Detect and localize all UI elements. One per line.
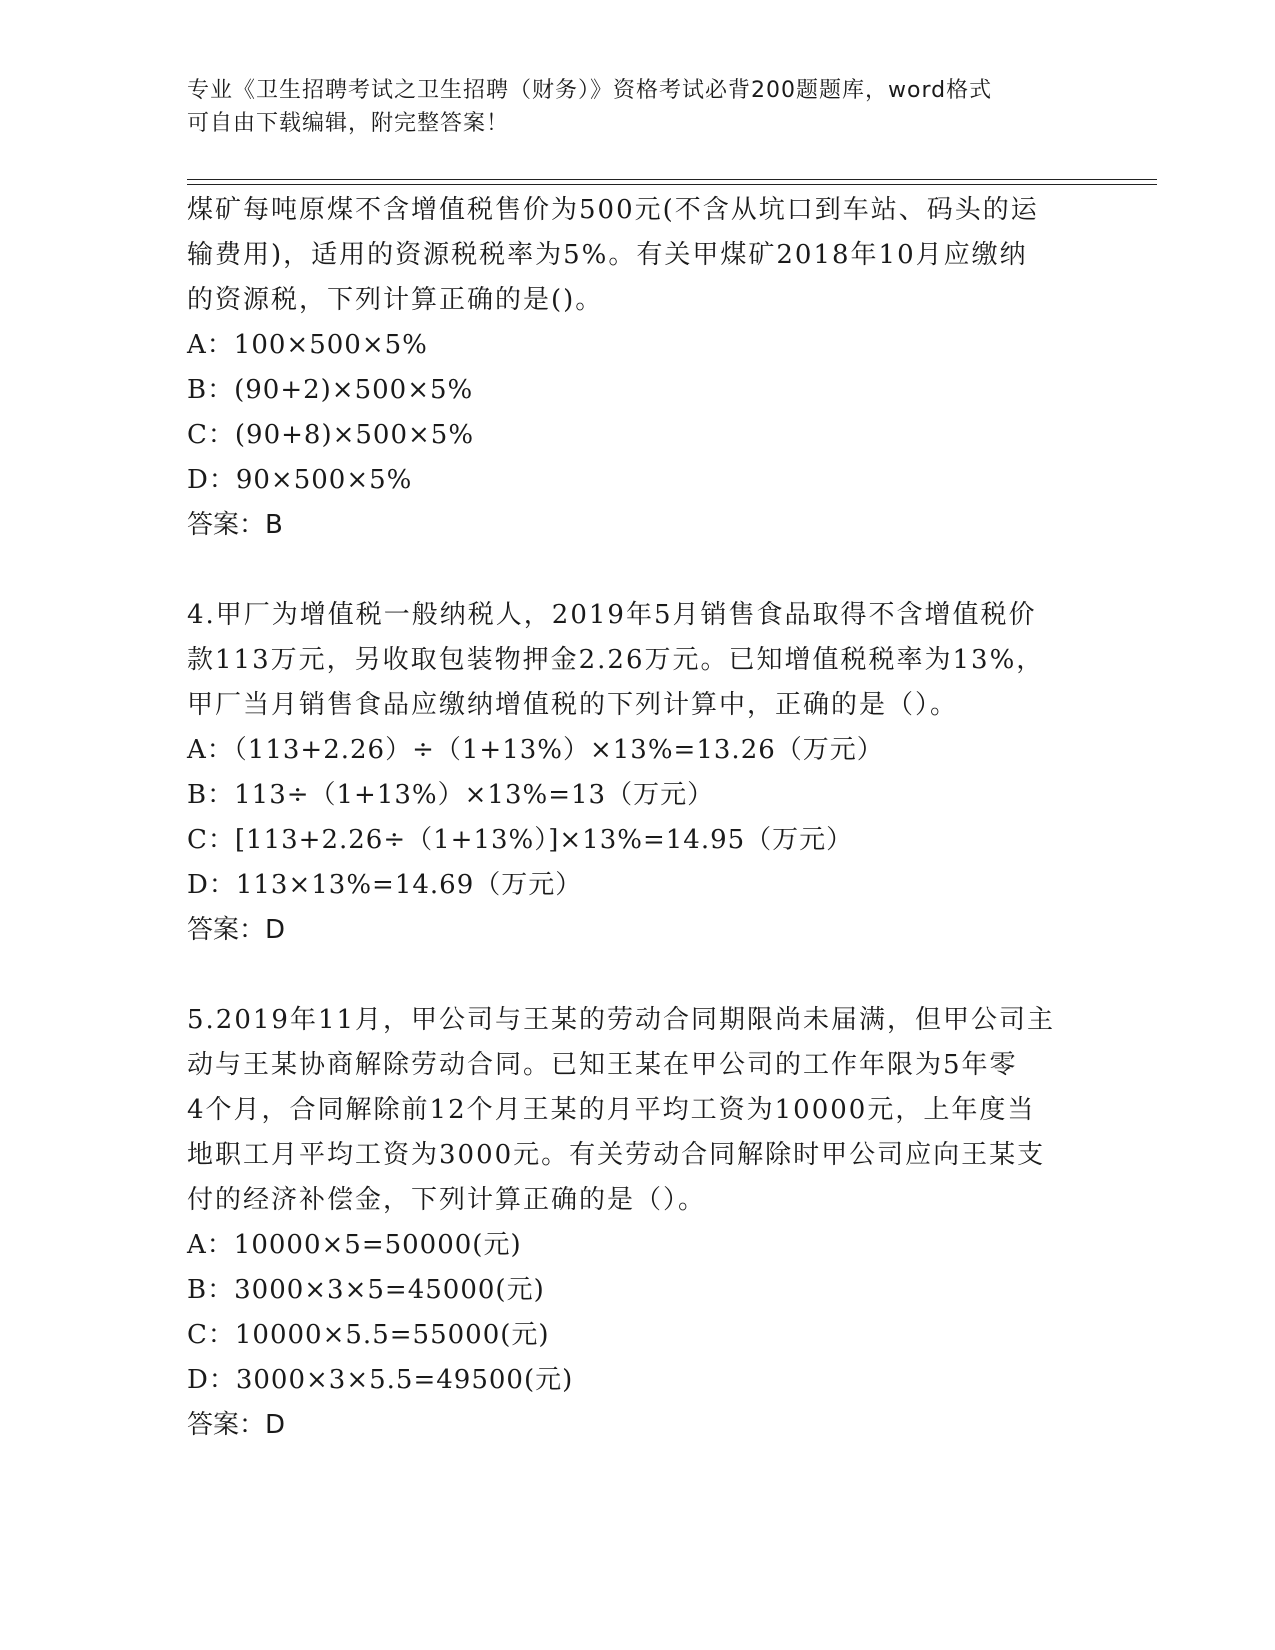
spacer (187, 953, 1087, 998)
question-4-option-d: D：113×13%=14.69（万元） (187, 870, 583, 900)
question-5-stem-line-5: 付的经济补偿金，下列计算正确的是（）。 (187, 1185, 707, 1215)
question-5-answer: 答案：D (187, 1410, 286, 1440)
document-body (187, 188, 1087, 1448)
question-3-option-d: D：90×500×5% (187, 465, 413, 495)
question-4-stem-line-3: 甲厂当月销售食品应缴纳增值税的下列计算中，正确的是（）。 (187, 690, 959, 720)
question-5-stem-line-3: 4个月，合同解除前12个月王某的月平均工资为10000元，上年度当 (187, 1095, 1036, 1125)
question-5-option-d: D：3000×3×5.5=49500(元) (187, 1365, 574, 1395)
question-5-stem-line-4: 地职工月平均工资为3000元。有关劳动合同解除时甲公司应向王某支 (187, 1140, 1046, 1170)
question-3-option-a: A：100×500×5% (187, 330, 428, 360)
question-3-option-c: C：(90+8)×500×5% (187, 420, 475, 450)
header-line-1: 专业《卫生招聘考试之卫生招聘（财务）》资格考试必背200题题库，word格式 (187, 78, 993, 103)
question-3-option-b: B：(90+2)×500×5% (187, 375, 474, 405)
question-3-answer: 答案：B (187, 510, 283, 540)
question-4-option-b: B：113÷（1+13%）×13%=13（万元） (187, 780, 715, 810)
question-4-option-c: C：[113+2.26÷（1+13%）]×13%=14.95（万元） (187, 825, 854, 855)
header-line-2: 可自由下载编辑，附完整答案！ (187, 111, 510, 136)
question-3-stem-line-3: 的资源税，下列计算正确的是()。 (187, 285, 604, 315)
header-divider-top (187, 179, 1157, 180)
question-3-stem-line-2: 输费用)，适用的资源税税率为5%。有关甲煤矿2018年10月应缴纳 (187, 240, 1028, 270)
question-5-option-b: B：3000×3×5=45000(元) (187, 1275, 545, 1305)
question-4-stem-line-2: 款113万元，另收取包装物押金2.26万元。已知增值税税率为13%， (187, 645, 1045, 675)
question-4 (187, 593, 1087, 953)
question-5-stem-line-1: 5.2019年11月，甲公司与王某的劳动合同期限尚未届满，但甲公司主 (187, 1005, 1056, 1035)
question-5 (187, 998, 1087, 1448)
question-3-stem-line-1: 煤矿每吨原煤不含增值税售价为500元(不含从坑口到车站、码头的运 (187, 195, 1039, 225)
question-3 (187, 188, 1087, 548)
question-4-answer: 答案：D (187, 915, 286, 945)
question-5-option-c: C：10000×5.5=55000(元) (187, 1320, 550, 1350)
question-4-stem-line-1: 4.甲厂为增值税一般纳税人，2019年5月销售食品取得不含增值税价 (187, 600, 1037, 630)
header-divider-bottom (187, 184, 1157, 185)
question-5-stem-line-2: 动与王某协商解除劳动合同。已知王某在甲公司的工作年限为5年零 (187, 1050, 1018, 1080)
page-header (187, 74, 1087, 140)
question-5-option-a: A：10000×5=50000(元) (187, 1230, 522, 1260)
question-4-option-a: A：（113+2.26）÷（1+13%）×13%=13.26（万元） (187, 735, 884, 765)
spacer (187, 548, 1087, 593)
